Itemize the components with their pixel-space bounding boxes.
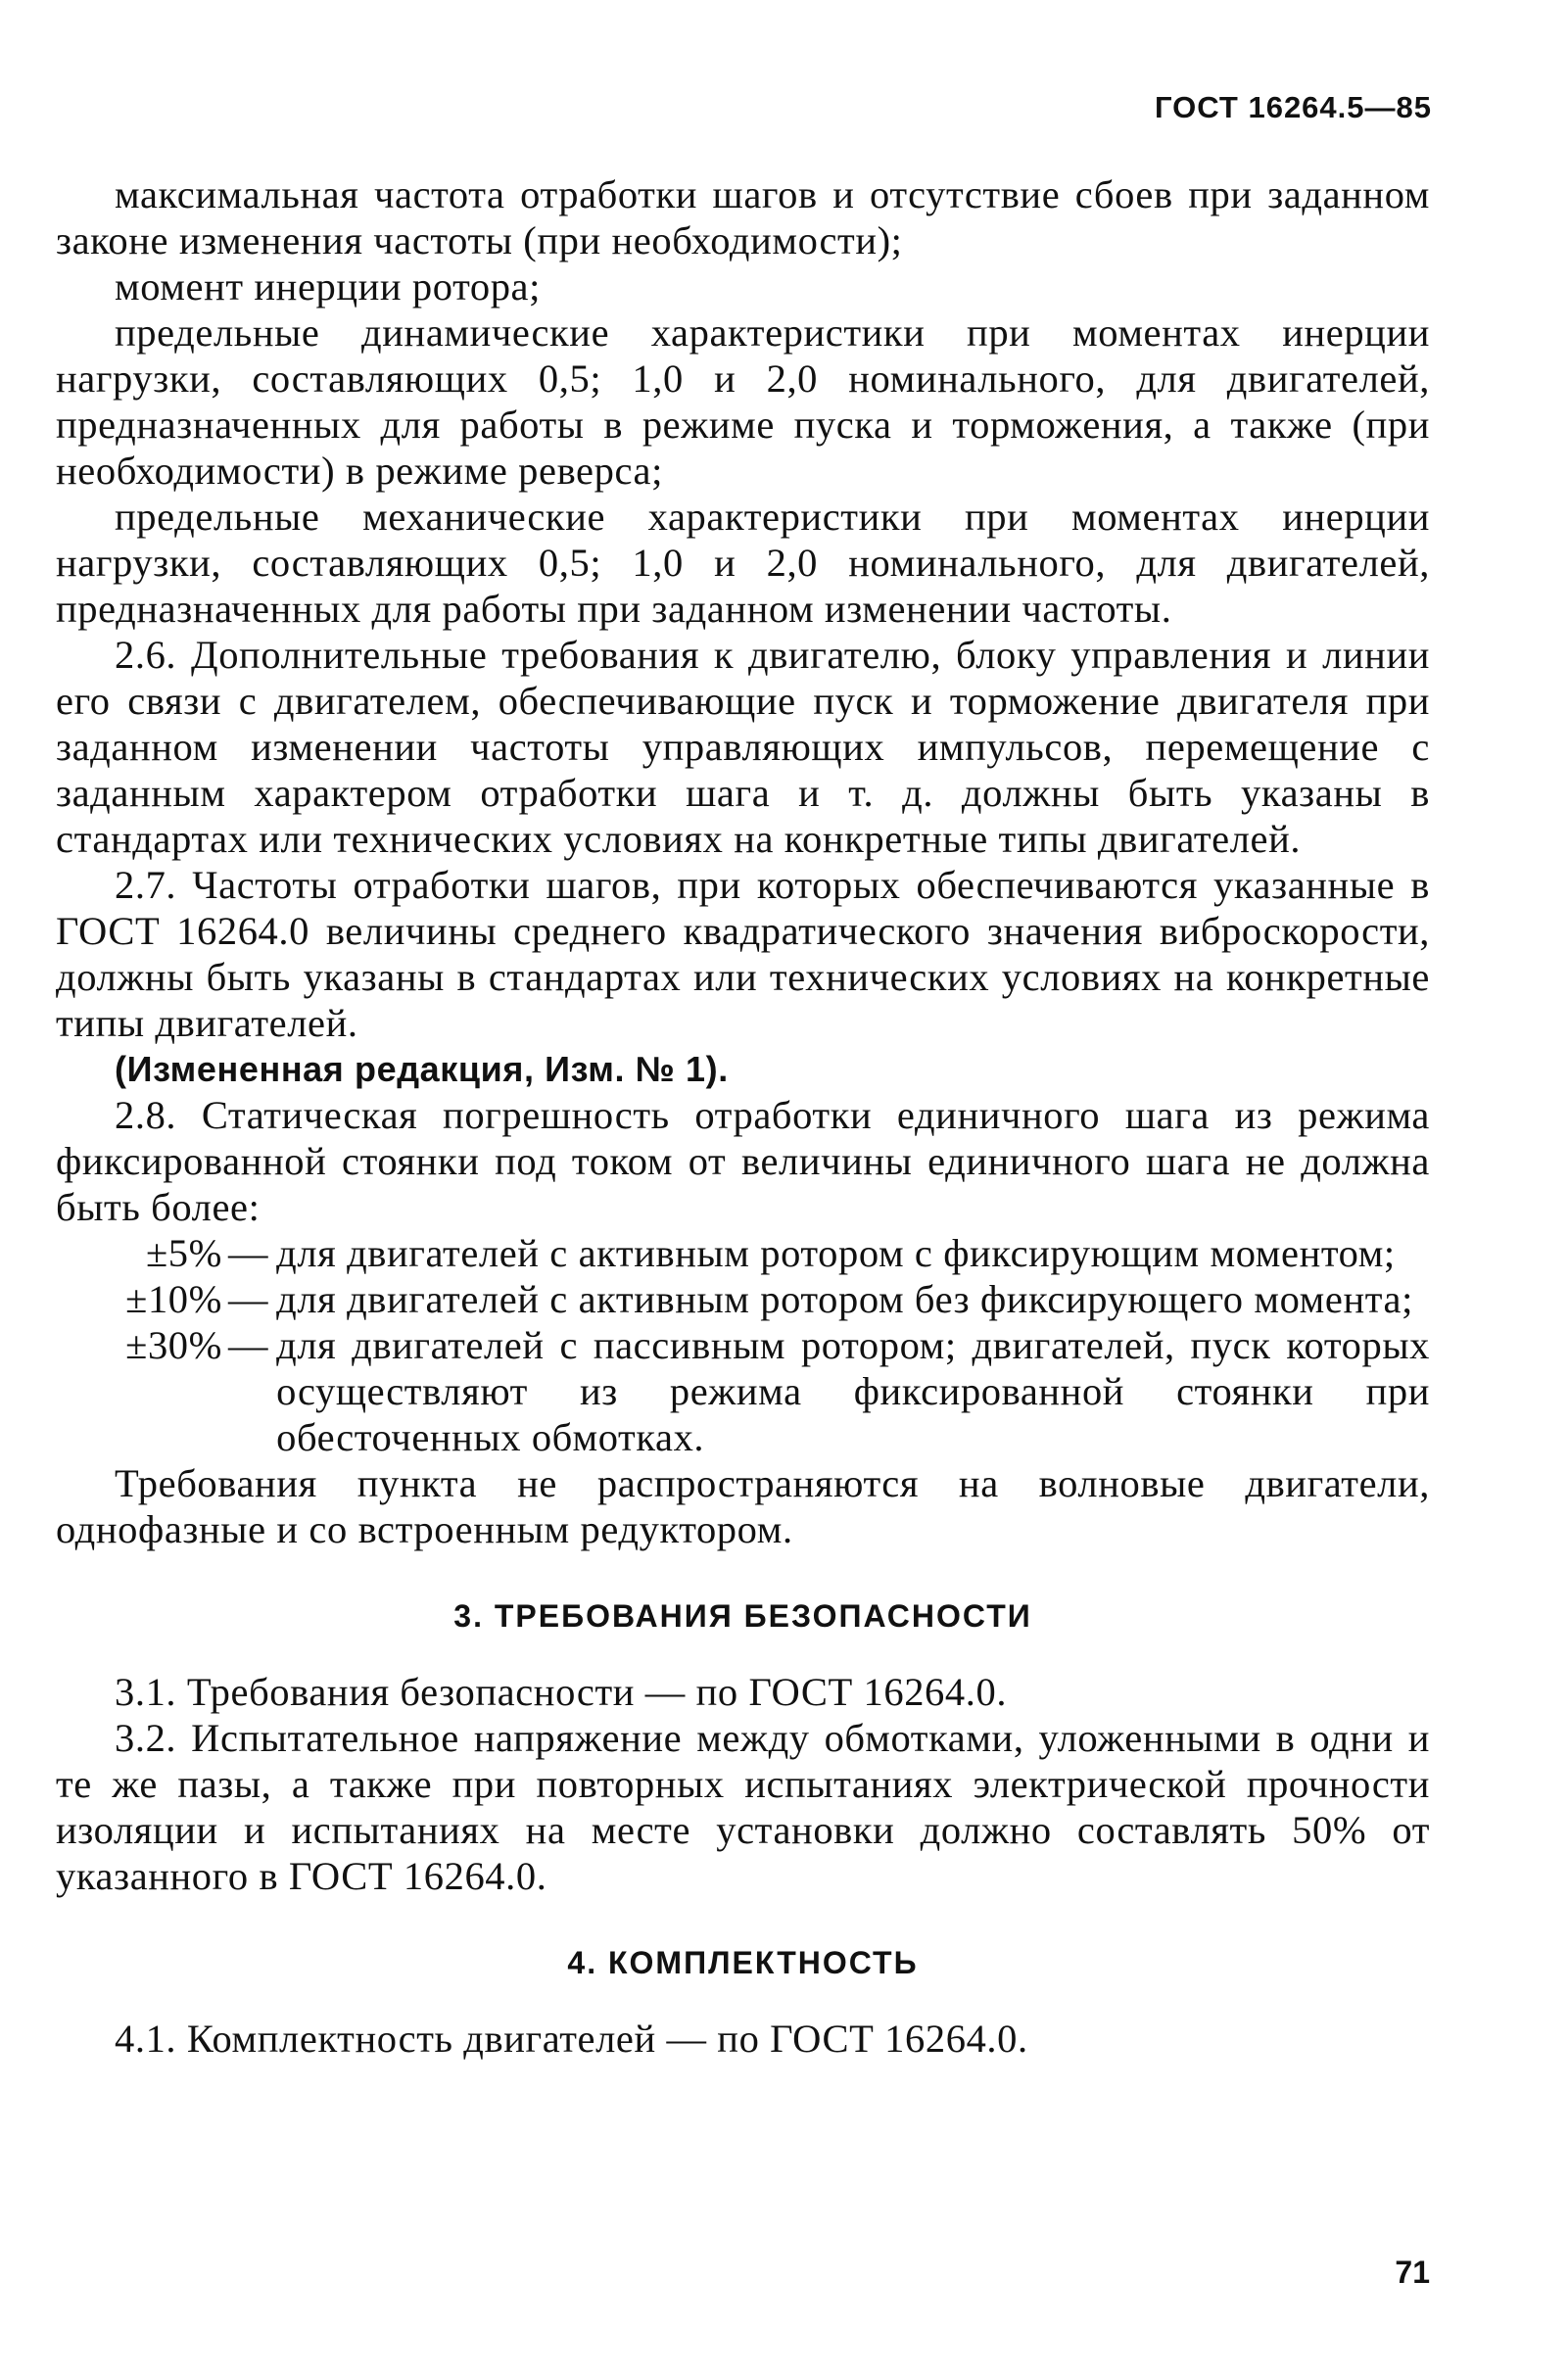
tolerance-value: ±10% <box>125 1277 222 1321</box>
page-number: 71 <box>1395 2255 1430 2290</box>
tolerance-value: ±30% <box>125 1323 222 1367</box>
paragraph-rotor-inertia: момент инерции ротора; <box>115 264 541 309</box>
tolerance-dash: — <box>228 1277 269 1321</box>
amendment-note: (Измененная редакция, Изм. № 1). <box>115 1049 729 1089</box>
tolerance-dash: — <box>228 1323 269 1367</box>
tolerance-description: для двигателей с пассивным ротором; двигателей, пуск которых осуществляют из режима фиксированной стоянки при обесточенных обмотках. <box>276 1323 1430 1459</box>
paragraph-mechanical-characteristics: предельные механические характеристики при моментах инерции нагрузки, составляющих 0,5; 1,0 и 2,0 номинального, для двигателей, предназначенных для работы при заданном изменении частоты. <box>56 495 1430 631</box>
tolerance-item <box>56 1276 1430 1322</box>
tolerance-item <box>56 1230 1430 1276</box>
tolerance-dash: — <box>228 1231 269 1275</box>
document-code-header: ГОСТ 16264.5—85 <box>1155 90 1432 124</box>
clause-2-8: 2.8. Статическая погрешность отработки единичного шага из режима фиксированной стоянки под током от величины единичного шага не должна быть более: <box>56 1093 1430 1229</box>
document-body <box>56 171 1430 2062</box>
clause-2-6: 2.6. Дополнительные требования к двигателю, блоку управления и линии его связи с двигателем, обеспечивающие пуск и торможение двигателя при заданном изменении частоты управляющих импульсов, перемещение с заданным характером отработки шага и т. д. должны быть указаны в стандартах или технических условиях на конкретные типы двигателей. <box>56 633 1430 861</box>
section-spacer <box>56 1639 1430 1669</box>
tolerance-value: ±5% <box>145 1231 222 1275</box>
section-spacer <box>56 1986 1430 2016</box>
paragraph-max-frequency: максимальная частота отработки шагов и отсутствие сбоев при заданном законе изменения частоты (при необходимости); <box>56 172 1430 262</box>
clause-2-7: 2.7. Частоты отработки шагов, при которых обеспечиваются указанные в ГОСТ 16264.0 величины среднего квадратического значения виброскорости, должны быть указаны в стандартах или технических условиях на конкретные типы двигателей. <box>56 863 1430 1045</box>
section-4-title: 4. КОМПЛЕКТНОСТЬ <box>567 1945 919 1980</box>
section-spacer <box>56 1899 1430 1940</box>
tolerance-item <box>56 1322 1430 1460</box>
paragraph-requirements-exclusion: Требования пункта не распространяются на волновые двигатели, однофазные и со встроенным редуктором. <box>56 1461 1430 1551</box>
clause-4-1: 4.1. Комплектность двигателей — по ГОСТ 16264.0. <box>115 2017 1028 2061</box>
clause-3-1: 3.1. Требования безопасности — по ГОСТ 16264.0. <box>115 1670 1008 1714</box>
section-spacer <box>56 1552 1430 1593</box>
tolerance-description: для двигателей с активным ротором без фиксирующего момента; <box>276 1277 1413 1321</box>
tolerance-description: для двигателей с активным ротором с фиксирующим моментом; <box>276 1231 1396 1275</box>
paragraph-dynamic-characteristics: предельные динамические характеристики при моментах инерции нагрузки, составляющих 0,5; 1,0 и 2,0 номинального, для двигателей, предназначенных для работы в режиме пуска и торможения, а также (при необходимости) в режиме реверса; <box>56 310 1430 493</box>
section-3-title: 3. ТРЕБОВАНИЯ БЕЗОПАСНОСТИ <box>453 1598 1032 1634</box>
clause-3-2: 3.2. Испытательное напряжение между обмотками, уложенными в одни и те же пазы, а также при повторных испытаниях электрической прочности изоляции и испытаниях на месте установки должно составлять 50% от указанного в ГОСТ 16264.0. <box>56 1716 1430 1898</box>
